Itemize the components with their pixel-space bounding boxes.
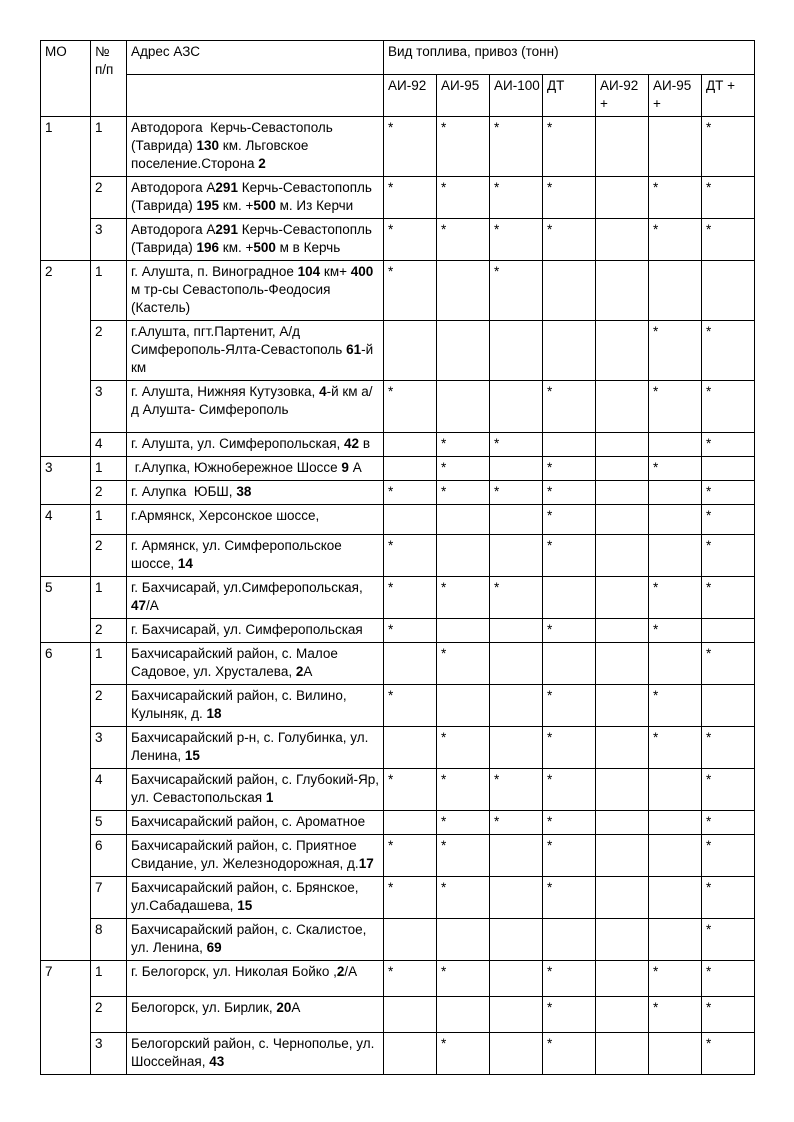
fuel-cell — [649, 1033, 702, 1075]
table-row — [41, 177, 755, 219]
fuel-cell: * — [543, 619, 596, 643]
fuel-cell: * — [649, 997, 702, 1033]
fuel-cell: * — [543, 811, 596, 835]
row-number-cell: 2 — [91, 997, 127, 1033]
fuel-cell: * — [543, 219, 596, 261]
fuel-cell — [649, 811, 702, 835]
fuel-cell: * — [384, 117, 437, 177]
fuel-cell: * — [702, 577, 755, 619]
fuel-cell — [596, 219, 649, 261]
fuel-cell — [384, 919, 437, 961]
table-row — [41, 577, 755, 619]
fuel-cell — [596, 577, 649, 619]
fuel-cell — [543, 321, 596, 381]
fuel-cell: * — [437, 727, 490, 769]
fuel-cell: * — [543, 505, 596, 535]
fuel-cell — [649, 919, 702, 961]
row-number-cell: 1 — [91, 577, 127, 619]
row-number-cell: 5 — [91, 811, 127, 835]
fuel-cell — [649, 643, 702, 685]
fuel-cell — [596, 997, 649, 1033]
fuel-cell — [596, 381, 649, 433]
fuel-cell: * — [437, 643, 490, 685]
fuel-cell: * — [437, 1033, 490, 1075]
fuel-cell: * — [702, 877, 755, 919]
fuel-cell — [596, 505, 649, 535]
mo-cell: 2 — [41, 261, 91, 457]
fuel-cell — [596, 769, 649, 811]
fuel-cell — [596, 481, 649, 505]
fuel-cell: * — [649, 577, 702, 619]
fuel-cell: * — [384, 219, 437, 261]
mo-cell: 6 — [41, 643, 91, 961]
fuel-cell: * — [384, 535, 437, 577]
fuel-cell: * — [543, 117, 596, 177]
fuel-cell — [702, 457, 755, 481]
row-number-cell: 8 — [91, 919, 127, 961]
fuel-cell — [490, 727, 543, 769]
address-cell: г.Алушта, пгт.Партенит, А/д Симферополь-Ялта-Севастополь 61-й км — [127, 321, 384, 381]
address-cell: г. Алупка ЮБШ, 38 — [127, 481, 384, 505]
table-row — [41, 811, 755, 835]
fuel-cell — [490, 835, 543, 877]
address-cell: Бахчисарайский район, с. Ароматное — [127, 811, 384, 835]
fuel-col-header-ai92plus: АИ-92 + — [596, 75, 649, 117]
fuel-cell — [649, 261, 702, 321]
fuel-cell — [384, 643, 437, 685]
mo-cell: 3 — [41, 457, 91, 505]
fuel-cell — [384, 433, 437, 457]
fuel-cell: * — [437, 117, 490, 177]
address-cell: Белогорский район, с. Чернополье, ул. Шоссейная, 43 — [127, 1033, 384, 1075]
fuel-col-header-ai100: АИ-100 — [490, 75, 543, 117]
fuel-cell — [490, 457, 543, 481]
table-row — [41, 961, 755, 997]
fuel-cell — [543, 261, 596, 321]
fuel-cell — [543, 643, 596, 685]
row-number-cell: 2 — [91, 535, 127, 577]
fuel-cell — [437, 381, 490, 433]
fuel-cell: * — [437, 811, 490, 835]
fuel-cell: * — [437, 877, 490, 919]
fuel-cell — [490, 919, 543, 961]
fuel-cell: * — [702, 321, 755, 381]
fuel-group-header: Вид топлива, привоз (тонн) — [384, 41, 755, 75]
fuel-cell: * — [702, 535, 755, 577]
fuel-cell: * — [702, 835, 755, 877]
fuel-cell: * — [702, 1033, 755, 1075]
fuel-cell: * — [649, 381, 702, 433]
header-row-group — [41, 41, 755, 75]
fuel-cell — [490, 619, 543, 643]
fuel-cell: * — [649, 321, 702, 381]
mo-cell: 4 — [41, 505, 91, 577]
fuel-cell: * — [490, 433, 543, 457]
table-row — [41, 997, 755, 1033]
fuel-cell — [596, 919, 649, 961]
row-number-cell: 4 — [91, 433, 127, 457]
fuel-cell — [543, 577, 596, 619]
fuel-cell — [490, 877, 543, 919]
fuel-cell: * — [649, 685, 702, 727]
fuel-cell — [490, 997, 543, 1033]
fuel-cell: * — [702, 481, 755, 505]
fuel-cell: * — [543, 727, 596, 769]
fuel-cell: * — [649, 219, 702, 261]
fuel-cell: * — [490, 117, 543, 177]
fuel-col-header-ai95plus: АИ-95 + — [649, 75, 702, 117]
address-cell: г. Бахчисарай, ул.Симферопольская, 47/А — [127, 577, 384, 619]
fuel-cell: * — [437, 219, 490, 261]
row-number-cell: 6 — [91, 835, 127, 877]
address-cell: г. Бахчисарай, ул. Симферопольская — [127, 619, 384, 643]
fuel-cell: * — [384, 177, 437, 219]
fuel-cell: * — [437, 481, 490, 505]
fuel-cell — [490, 685, 543, 727]
row-number-cell: 2 — [91, 619, 127, 643]
row-number-cell: 3 — [91, 727, 127, 769]
fuel-cell: * — [702, 177, 755, 219]
fuel-cell: * — [543, 481, 596, 505]
fuel-cell: * — [702, 643, 755, 685]
fuel-cell — [596, 835, 649, 877]
fuel-cell: * — [702, 219, 755, 261]
address-cell: г. Белогорск, ул. Николая Бойко ,2/А — [127, 961, 384, 997]
fuel-cell — [649, 433, 702, 457]
fuel-cell — [596, 261, 649, 321]
fuel-cell: * — [543, 877, 596, 919]
fuel-cell: * — [384, 685, 437, 727]
row-number-cell: 1 — [91, 117, 127, 177]
row-number-cell: 1 — [91, 961, 127, 997]
fuel-cell: * — [384, 961, 437, 997]
fuel-cell: * — [490, 481, 543, 505]
header-row-fuel-types — [41, 75, 755, 117]
fuel-cell — [543, 919, 596, 961]
fuel-cell — [649, 481, 702, 505]
fuel-cell — [543, 433, 596, 457]
address-cell: Бахчисарайский район, с. Приятное Свидание, ул. Железнодорожная, д.17 — [127, 835, 384, 877]
row-number-column-header: № п/п — [91, 41, 127, 117]
address-cell: г. Армянск, ул. Симферопольское шоссе, 14 — [127, 535, 384, 577]
row-number-cell: 2 — [91, 321, 127, 381]
fuel-cell — [649, 835, 702, 877]
fuel-cell — [490, 961, 543, 997]
fuel-cell: * — [543, 685, 596, 727]
fuel-cell — [596, 877, 649, 919]
fuel-cell: * — [649, 727, 702, 769]
fuel-cell: * — [543, 961, 596, 997]
row-number-cell: 2 — [91, 685, 127, 727]
table-row — [41, 381, 755, 433]
fuel-cell: * — [649, 457, 702, 481]
table-row — [41, 877, 755, 919]
fuel-col-header-dtplus: ДТ + — [702, 75, 755, 117]
fuel-cell — [437, 321, 490, 381]
fuel-cell — [384, 811, 437, 835]
fuel-cell: * — [543, 835, 596, 877]
table-row — [41, 619, 755, 643]
address-cell: Бахчисарайский р-н, с. Голубинка, ул. Ленина, 15 — [127, 727, 384, 769]
fuel-cell: * — [543, 381, 596, 433]
fuel-cell: * — [384, 877, 437, 919]
address-cell: Бахчисарайский район, с. Брянское, ул.Сабадашева, 15 — [127, 877, 384, 919]
table-row — [41, 261, 755, 321]
fuel-cell — [437, 685, 490, 727]
fuel-cell: * — [437, 433, 490, 457]
fuel-cell: * — [490, 577, 543, 619]
fuel-cell: * — [543, 535, 596, 577]
table-row — [41, 505, 755, 535]
address-cell: Автодорога А291 Керчь-Севастопопль (Таврида) 196 км. +500 м в Керчь — [127, 219, 384, 261]
fuel-cell — [384, 321, 437, 381]
address-header-spacer — [127, 75, 384, 117]
fuel-cell: * — [437, 177, 490, 219]
fuel-cell — [702, 619, 755, 643]
address-cell: Бахчисарайский район, с. Малое Садовое, ул. Хрусталева, 2А — [127, 643, 384, 685]
fuel-cell — [596, 811, 649, 835]
fuel-cell: * — [702, 961, 755, 997]
fuel-cell: * — [702, 727, 755, 769]
fuel-cell: * — [437, 457, 490, 481]
address-cell: г. Алушта, ул. Симферопольская, 42 в — [127, 433, 384, 457]
fuel-delivery-table — [40, 40, 755, 1075]
fuel-cell — [437, 261, 490, 321]
fuel-cell — [437, 619, 490, 643]
table-row — [41, 835, 755, 877]
address-cell: Бахчисарайский район, с. Глубокий-Яр, ул. Севастопольская 1 — [127, 769, 384, 811]
fuel-cell: * — [384, 261, 437, 321]
table-row — [41, 727, 755, 769]
fuel-cell — [596, 1033, 649, 1075]
address-cell: г. Алушта, Нижняя Кутузовка, 4-й км а/д Алушта- Симферополь — [127, 381, 384, 433]
fuel-col-header-ai95: АИ-95 — [437, 75, 490, 117]
fuel-cell — [490, 505, 543, 535]
fuel-cell — [437, 535, 490, 577]
fuel-cell — [384, 505, 437, 535]
fuel-cell — [649, 769, 702, 811]
row-number-cell: 1 — [91, 261, 127, 321]
table-row — [41, 457, 755, 481]
fuel-cell — [596, 117, 649, 177]
row-number-cell: 1 — [91, 505, 127, 535]
fuel-cell — [384, 1033, 437, 1075]
address-cell: г.Армянск, Херсонское шоссе, — [127, 505, 384, 535]
fuel-cell: * — [649, 177, 702, 219]
fuel-cell — [596, 177, 649, 219]
mo-cell: 5 — [41, 577, 91, 643]
row-number-cell: 3 — [91, 381, 127, 433]
address-cell: г. Алушта, п. Виноградное 104 км+ 400 м тр-сы Севастополь-Феодосия (Кастель) — [127, 261, 384, 321]
fuel-cell — [384, 457, 437, 481]
fuel-cell: * — [490, 811, 543, 835]
address-cell: г.Алупка, Южнобережное Шоссе 9 А — [127, 457, 384, 481]
address-cell: Бахчисарайский район, с. Вилино, Кулыняк, д. 18 — [127, 685, 384, 727]
fuel-cell: * — [490, 261, 543, 321]
fuel-cell: * — [702, 117, 755, 177]
fuel-cell — [437, 919, 490, 961]
row-number-cell: 2 — [91, 177, 127, 219]
fuel-cell: * — [543, 1033, 596, 1075]
fuel-cell — [649, 505, 702, 535]
fuel-cell: * — [702, 433, 755, 457]
row-number-cell: 3 — [91, 219, 127, 261]
row-number-cell: 1 — [91, 457, 127, 481]
fuel-cell: * — [543, 769, 596, 811]
fuel-cell — [596, 643, 649, 685]
fuel-cell — [596, 685, 649, 727]
address-cell: Бахчисарайский район, с. Скалистое, ул. Ленина, 69 — [127, 919, 384, 961]
fuel-cell — [490, 535, 543, 577]
fuel-cell: * — [437, 961, 490, 997]
fuel-cell — [596, 433, 649, 457]
fuel-cell — [437, 505, 490, 535]
fuel-cell: * — [437, 577, 490, 619]
mo-column-header: МО — [41, 41, 91, 117]
address-cell: Белогорск, ул. Бирлик, 20А — [127, 997, 384, 1033]
fuel-cell — [490, 321, 543, 381]
fuel-cell: * — [384, 619, 437, 643]
fuel-cell: * — [702, 769, 755, 811]
fuel-cell: * — [384, 381, 437, 433]
fuel-cell: * — [543, 457, 596, 481]
address-cell: Автодорога А291 Керчь-Севастопопль (Таврида) 195 км. +500 м. Из Керчи — [127, 177, 384, 219]
fuel-cell: * — [490, 769, 543, 811]
row-number-cell: 4 — [91, 769, 127, 811]
row-number-cell: 1 — [91, 643, 127, 685]
fuel-cell: * — [384, 835, 437, 877]
table-row — [41, 433, 755, 457]
fuel-cell — [437, 997, 490, 1033]
fuel-cell — [596, 727, 649, 769]
table-row — [41, 481, 755, 505]
mo-cell: 7 — [41, 961, 91, 1075]
fuel-cell — [490, 643, 543, 685]
fuel-cell — [596, 961, 649, 997]
table-row — [41, 919, 755, 961]
table-row — [41, 1033, 755, 1075]
table-row — [41, 321, 755, 381]
fuel-cell: * — [702, 997, 755, 1033]
fuel-cell: * — [384, 481, 437, 505]
fuel-cell — [702, 261, 755, 321]
fuel-cell — [649, 877, 702, 919]
fuel-cell — [490, 1033, 543, 1075]
table-body — [41, 117, 755, 1075]
address-cell: Автодорога Керчь-Севастополь (Таврида) 130 км. Льговское поселение.Сторона 2 — [127, 117, 384, 177]
table-row — [41, 685, 755, 727]
fuel-cell: * — [702, 381, 755, 433]
fuel-cell — [596, 321, 649, 381]
fuel-cell: * — [702, 919, 755, 961]
row-number-cell: 3 — [91, 1033, 127, 1075]
fuel-cell — [384, 997, 437, 1033]
fuel-cell: * — [649, 619, 702, 643]
fuel-cell — [596, 535, 649, 577]
row-number-cell: 7 — [91, 877, 127, 919]
fuel-cell — [490, 381, 543, 433]
fuel-cell: * — [437, 769, 490, 811]
table-row — [41, 117, 755, 177]
table-header — [41, 41, 755, 117]
fuel-cell: * — [384, 577, 437, 619]
fuel-cell: * — [702, 505, 755, 535]
fuel-cell — [649, 117, 702, 177]
mo-cell: 1 — [41, 117, 91, 261]
table-row — [41, 535, 755, 577]
fuel-col-header-ai92: АИ-92 — [384, 75, 437, 117]
fuel-cell — [596, 457, 649, 481]
fuel-cell: * — [490, 219, 543, 261]
fuel-cell — [702, 685, 755, 727]
fuel-cell — [384, 727, 437, 769]
fuel-cell — [596, 619, 649, 643]
fuel-col-header-dt: ДТ — [543, 75, 596, 117]
address-column-header: Адрес АЗС — [127, 41, 384, 75]
fuel-cell: * — [490, 177, 543, 219]
fuel-cell: * — [649, 961, 702, 997]
fuel-cell: * — [437, 835, 490, 877]
fuel-cell — [649, 535, 702, 577]
table-row — [41, 643, 755, 685]
fuel-cell: * — [543, 177, 596, 219]
fuel-cell: * — [702, 811, 755, 835]
fuel-cell: * — [543, 997, 596, 1033]
table-row — [41, 769, 755, 811]
row-number-cell: 2 — [91, 481, 127, 505]
fuel-cell: * — [384, 769, 437, 811]
table-row — [41, 219, 755, 261]
